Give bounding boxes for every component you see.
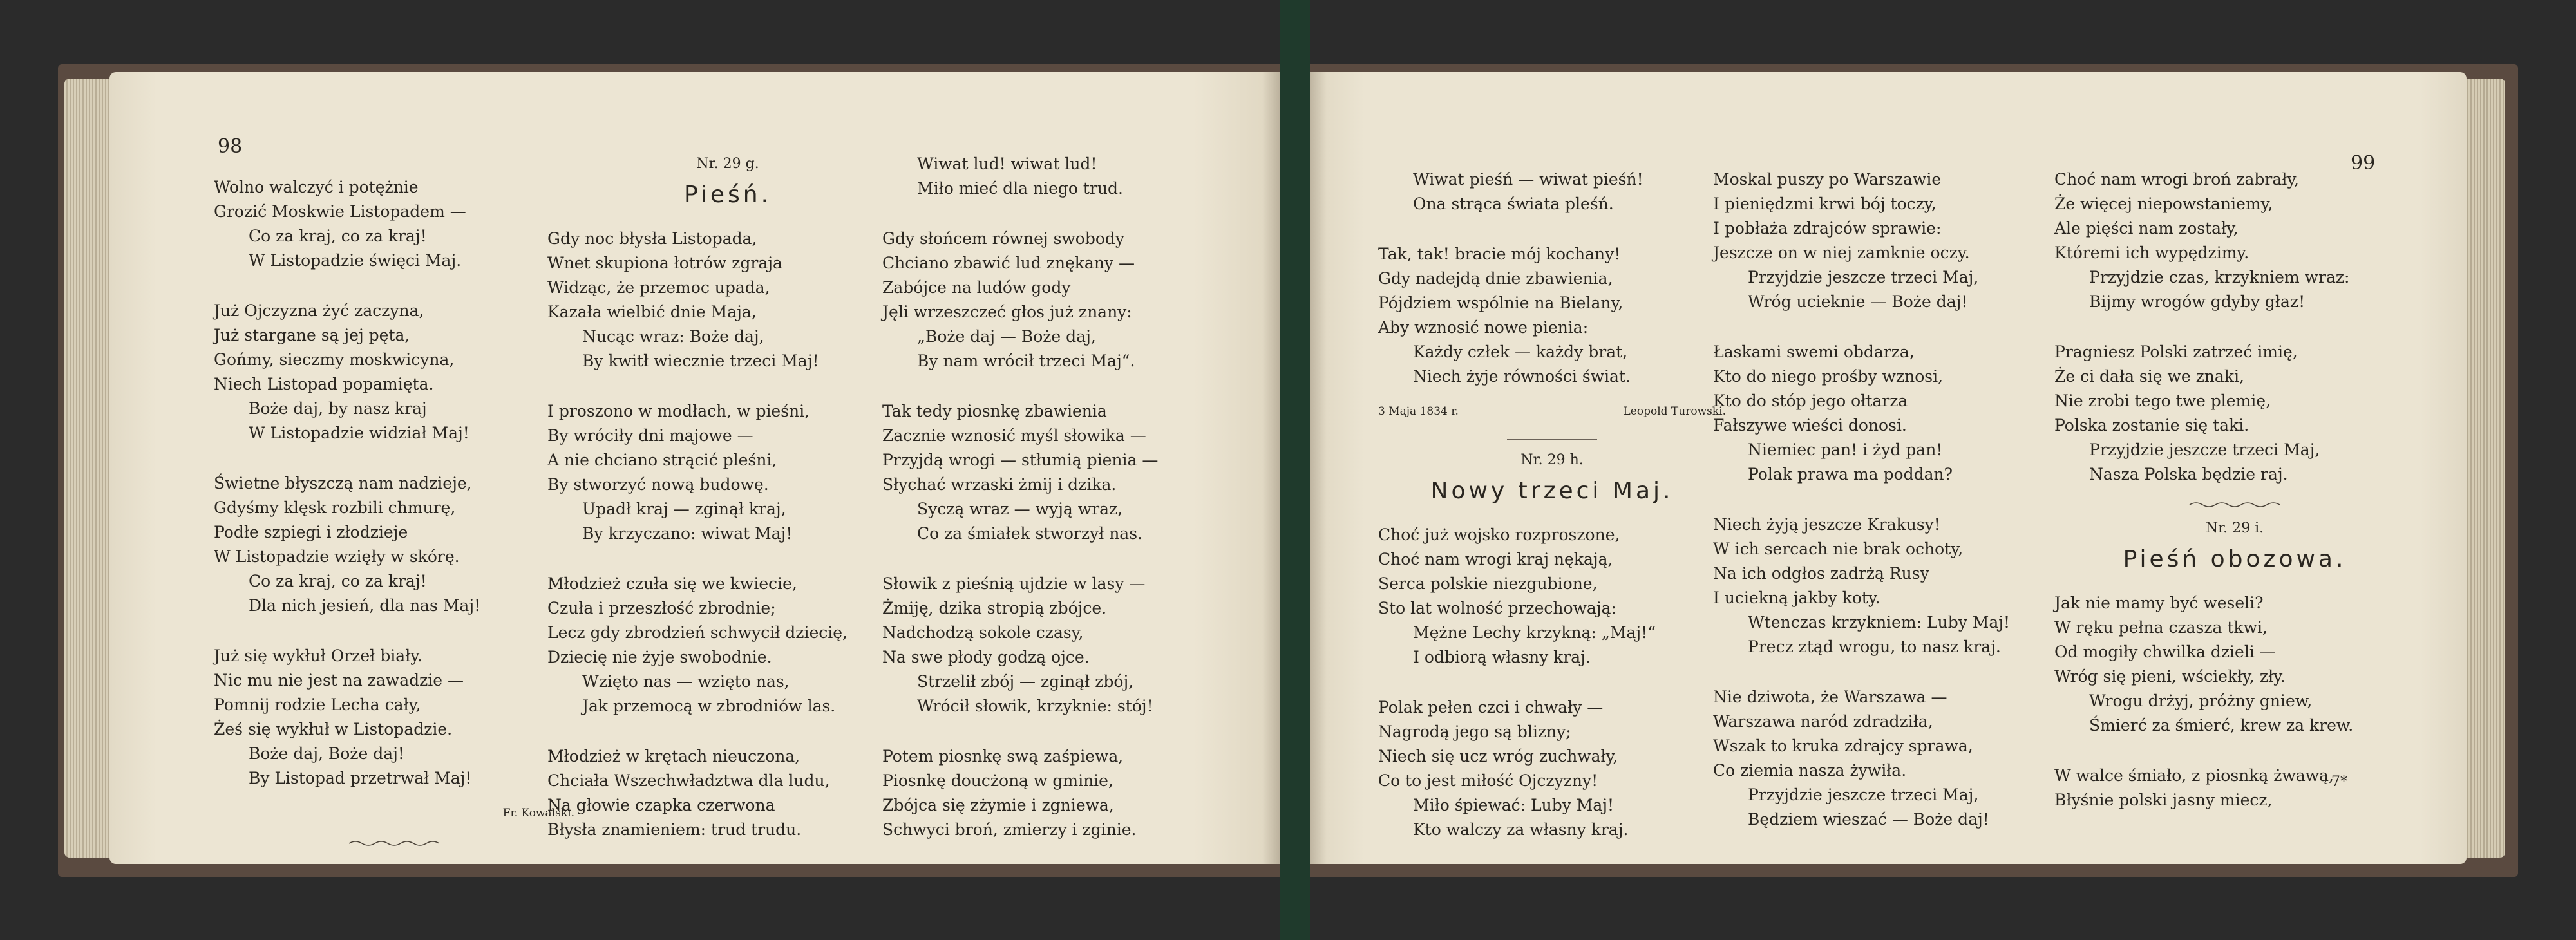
verse-line: Gońmy, sieczmy moskwicyna,: [214, 350, 455, 369]
verse-line: Upadł kraj — zginął kraj,: [582, 500, 786, 518]
verse-line: Jak przemocą w zbrodniów las.: [582, 697, 836, 715]
verse-line: Widząc, że przemoc upada,: [547, 278, 770, 297]
right-col-3: [2054, 167, 2415, 813]
verse-line: Dziecię nie żyje swobodnie.: [547, 648, 772, 666]
right-col-2: [1713, 167, 2061, 832]
signature-date: 3 Maja 1834 r.: [1378, 405, 1459, 418]
verse-line: Zabójce na ludów gody: [882, 278, 1071, 297]
verse-line: Gdy nadejdą dnie zbawienia,: [1378, 269, 1613, 288]
verse-line: Niech żyją jeszcze Krakusy!: [1713, 515, 1940, 534]
stanza-break: [1713, 487, 2061, 512]
song-title: Pieśń obozowa.: [2123, 546, 2347, 572]
verse-line: Bijmy wrogów gdyby głaz!: [2089, 292, 2306, 311]
verse-line: Mężne Lechy krzykną: „Maj!“: [1413, 623, 1656, 642]
stanza-break: [214, 273, 574, 299]
verse-line: Boże daj, Boże daj!: [249, 744, 404, 763]
verse-line: Tak, tak! bracie mój kochany!: [1378, 245, 1621, 263]
verse-line: Kazała wielbić dnie Maja,: [547, 303, 757, 321]
verse-line: Będziem wieszać — Boże daj!: [1748, 810, 1989, 829]
verse-line: Sto lat wolność przechowają:: [1378, 599, 1616, 617]
verse-line: Na swe płody godzą ojce.: [882, 648, 1090, 666]
ornament-divider: [2186, 501, 2283, 509]
verse-line: Strzelił zbój — zginął zbój,: [917, 672, 1134, 691]
verse-line: Nie zrobi tego twe plemię,: [2054, 391, 2271, 410]
verse-line: Polak pełen czci i chwały —: [1378, 698, 1604, 717]
verse-line: Schwycі broń, zmierzy i zginie.: [882, 820, 1137, 839]
verse-line: Kto do stóp jego ołtarza: [1713, 391, 1908, 410]
verse-line: Kto walczy za własny kraj.: [1413, 820, 1629, 839]
verse-line: Wnet skupiona łotrów zgraja: [547, 254, 782, 272]
verse-line: Choć nam wrogi kraj nękają,: [1378, 550, 1613, 569]
right-col-1: [1378, 167, 1726, 842]
verse-line: Zbójca się zżymie i zgniewa,: [882, 796, 1114, 814]
verse-line: Żeś się wykłuł w Listopadzie.: [214, 720, 453, 738]
song-number: Nr. 29 g.: [696, 156, 759, 172]
verse-line: Polak prawa ma poddan?: [1748, 465, 1953, 484]
verse-line: W ich sercach nie brak ochoty,: [1713, 540, 1964, 558]
verse-line: Nasza Polska będzie raj.: [2089, 465, 2288, 484]
verse-line: Każdy człek — każdy brat,: [1413, 343, 1628, 361]
verse-line: Pójdziem wspólnie na Bielany,: [1378, 294, 1624, 312]
verse-line: Gdyśmy klęsk rozbili chmurę,: [214, 498, 456, 517]
verse-line: Przyjdzie czas, krzykniem wraz:: [2089, 268, 2350, 287]
verse-line: W Listopadzie wzięły w skórę.: [214, 547, 460, 566]
verse-line: Już stargane są jej pęta,: [214, 326, 410, 344]
verse-line: Boże daj, by nasz kraj: [249, 399, 427, 418]
verse-line: Wtenczas krzykniem: Luby Maj!: [1748, 613, 2011, 632]
book-spine: [1280, 0, 1310, 940]
verse-line: Świetne błyszczą nam nadzieje,: [214, 474, 472, 493]
verse-line: Przyjdzie jeszcze trzeci Maj,: [2089, 440, 2320, 459]
verse-line: W Listopadzie widział Maj!: [249, 424, 469, 442]
verse-line: Słychać wrzaski żmij i dzika.: [882, 475, 1117, 494]
verse-line: Precz ztąd wrogu, to nasz kraj.: [1748, 637, 2001, 656]
stanza-break: [882, 719, 1243, 744]
verse-line: Jęli wrzeszczeć głos już znany:: [882, 303, 1132, 321]
stanza-break: [214, 446, 574, 471]
verse-line: Nic mu nie jest na zawadzie —: [214, 671, 464, 690]
verse-line: Od mogiły chwilka dzieli —: [2054, 643, 2276, 661]
verse-line: Chciano zbawić lud znękany —: [882, 254, 1135, 272]
verse-line: Choć nam wrogi broń zabrały,: [2054, 170, 2300, 189]
verse-line: Ona strąca świata pleśń.: [1413, 194, 1614, 213]
verse-line: Nie dziwota, że Warszawa —: [1713, 688, 1947, 706]
left-col-2: [547, 144, 908, 842]
verse-line: Niech Listopad popamięta.: [214, 375, 434, 393]
verse-line: By krzyczano: wiwat Maj!: [582, 524, 793, 543]
stanza-break: [1378, 216, 1726, 242]
stanza-break: [547, 373, 908, 399]
verse-line: Kto do niego prośby wznosi,: [1713, 367, 1944, 386]
verse-line: Co to jest miłość Ojczyzny!: [1378, 771, 1598, 790]
stanza-break: [882, 546, 1243, 572]
verse-line: Syczą wraz — wyją wraz,: [917, 500, 1123, 518]
page-edges-left: [64, 79, 111, 858]
verse-line: Błysła znamieniem: trud trudu.: [547, 820, 802, 839]
verse-line: Wróg ucieknie — Boże daj!: [1748, 292, 1968, 311]
song-title: Nowy trzeci Maj.: [1430, 478, 1674, 504]
verse-line: Nagrodą jego są blizny;: [1378, 722, 1571, 741]
verse-line: Młodzież w krętach nieuczona,: [547, 747, 800, 766]
verse-line: Wrogu drżyj, próżny gniew,: [2089, 691, 2313, 710]
verse-line: I uciekną jakby koty.: [1713, 588, 1880, 607]
verse-line: Jeszcze on w niej zamknie oczy.: [1713, 243, 1970, 262]
verse-line: W ręku pełna czasza tkwi,: [2054, 618, 2268, 637]
verse-line: Dla nich jesień, dla nas Maj!: [249, 596, 481, 615]
ornament-divider: [346, 840, 442, 847]
stanza-break: [2054, 738, 2415, 764]
verse-line: Tak tedy piosnkę zbawienia: [882, 402, 1107, 420]
verse-line: Gdy słońcem równej swobody: [882, 229, 1125, 248]
verse-line: Lecz gdy zbrodzień schwycił dziecię,: [547, 623, 848, 642]
verse-line: Słowik z pieśnią ujdzie w lasy —: [882, 574, 1146, 593]
verse-line: Jak nie mamy być weseli?: [2054, 594, 2264, 612]
verse-line: Już się wykłuł Orzeł biały.: [214, 646, 422, 665]
verse-line: By Listopad przetrwał Maj!: [249, 769, 472, 787]
signature-name: Leopold Turowski.: [1623, 405, 1726, 418]
verse-line: I pobłaża zdrajców sprawie:: [1713, 219, 1942, 238]
verse-line: By wróciły dni majowe —: [547, 426, 753, 445]
verse-line: Warszawa naród zdradziła,: [1713, 712, 1933, 731]
stanza-break: [214, 618, 574, 644]
stanza-break: [1713, 659, 2061, 685]
verse-line: Niech się ucz wróg zuchwały,: [1378, 747, 1618, 766]
verse-line: I odbiorą własny kraj.: [1413, 648, 1591, 666]
signature-mark: 7*: [2331, 774, 2347, 790]
verse-line: Żmiję, dzika stropią zbójce.: [882, 599, 1107, 617]
verse-line: Chciała Wszechwładztwa dla ludu,: [547, 771, 830, 790]
verse-line: Zacznie wznosić myśl słowika —: [882, 426, 1146, 445]
verse-line: By stworzyć nową budowę.: [547, 475, 769, 494]
verse-line: Wiwat lud! wiwat lud!: [917, 155, 1097, 173]
verse-line: Wróg się pieni, wściekły, zły.: [2054, 667, 2286, 686]
verse-line: Co za śmiałek stworzył nas.: [917, 524, 1142, 543]
verse-line: Gdy noc błysła Listopada,: [547, 229, 757, 248]
page-number: 98: [218, 135, 243, 158]
stanza-break: [882, 201, 1243, 227]
verse-line: Choć już wojsko rozproszone,: [1378, 525, 1620, 544]
verse-line: Serca polskie niezgubione,: [1378, 574, 1598, 593]
page-edges-right: [2465, 79, 2505, 858]
right-page: [1294, 72, 2467, 864]
stanza-break: [547, 546, 908, 572]
verse-line: By kwitł wiecznie trzeci Maj!: [582, 352, 819, 370]
section-divider: [1507, 439, 1597, 440]
verse-line: Ale pięści nam zostały,: [2054, 219, 2239, 238]
left-page: [109, 72, 1288, 864]
song-number: Nr. 29 h.: [1520, 452, 1584, 468]
verse-line: Fałszywe wieści donosi.: [1713, 416, 1907, 435]
verse-line: Piosnkę doucżoną w gminie,: [882, 771, 1113, 790]
verse-line: Przyjdzie jeszcze trzeci Maj,: [1748, 785, 1979, 804]
verse-line: W walce śmiało, z piosnką żwawą,: [2054, 766, 2334, 785]
stanza-break: [882, 373, 1243, 399]
verse-line: A nie chciano strącić pleśni,: [547, 451, 777, 469]
verse-line: Aby wznosić nowe pienia:: [1378, 318, 1589, 337]
stanza-break: [1713, 314, 2061, 340]
verse-line: Nadchodzą sokole czasy,: [882, 623, 1084, 642]
author-signature: [1378, 399, 1726, 424]
verse-line: Podłe szpiegi i złodzieje: [214, 523, 408, 541]
verse-line: Na ich odgłos zadrżą Rusy: [1713, 564, 1929, 583]
verse-line: Że więcej niepowstaniemy,: [2054, 194, 2273, 213]
author-signature: Fr. Kowalski.: [502, 807, 574, 820]
verse-line: Co ziemia nasza żywiła.: [1713, 761, 1907, 780]
left-col-1: [214, 175, 574, 847]
song-title: Pieśń.: [683, 182, 772, 208]
stanza-break: [547, 719, 908, 744]
verse-line: Pomnij rodzie Lecha cały,: [214, 695, 421, 714]
verse-line: Na głowie czapka czerwona: [547, 796, 775, 814]
page-number: 99: [2351, 152, 2376, 174]
stanza-break: [2054, 314, 2415, 340]
verse-line: W Listopadzie święci Maj.: [249, 251, 462, 270]
verse-line: Co za kraj, co za kraj!: [249, 227, 427, 245]
verse-line: Młodzież czuła się we kwiecie,: [547, 574, 797, 593]
verse-line: Że ci dała się we znaki,: [2054, 367, 2244, 386]
left-col-3: [882, 152, 1243, 842]
verse-line: Błyśnie polski jasny miecz,: [2054, 791, 2273, 809]
verse-line: Wolno walczyć i potężnie: [214, 178, 419, 196]
verse-line: Miło śpiewać: Luby Maj!: [1413, 796, 1615, 814]
verse-line: Przyjdzie jeszcze trzeci Maj,: [1748, 268, 1979, 287]
verse-line: Potem piosnkę swą zaśpiewa,: [882, 747, 1124, 766]
verse-line: „Boże daj — Boże daj,: [917, 327, 1096, 346]
verse-line: Co za kraj, co za kraj!: [249, 572, 427, 590]
verse-line: Miło mieć dla niego trud.: [917, 179, 1123, 198]
verse-line: I pieniędzmi krwi bój toczy,: [1713, 194, 1937, 213]
verse-line: Wszak to kruka zdrajcy sprawa,: [1713, 737, 1973, 755]
verse-line: Już Ojczyzna żyć zaczyna,: [214, 301, 424, 320]
verse-line: Śmierć za śmierć, krew za krew.: [2089, 716, 2354, 735]
verse-line: Wrócił słowik, krzyknie: stój!: [917, 697, 1153, 715]
song-number: Nr. 29 i.: [2205, 520, 2264, 536]
verse-line: Moskal puszy po Warszawie: [1713, 170, 1942, 189]
verse-line: Niech żyje równości świat.: [1413, 367, 1631, 386]
verse-line: Polska zostanie się taki.: [2054, 416, 2249, 435]
verse-line: By nam wrócił trzeci Maj“.: [917, 352, 1135, 370]
verse-line: Wiwat pieśń — wiwat pieśń!: [1413, 170, 1643, 189]
verse-line: Pragniesz Polski zatrzeć imię,: [2054, 343, 2298, 361]
verse-line: Przyjdą wrogi — stłumią pienia —: [882, 451, 1159, 469]
verse-line: Łaskami swemi obdarza,: [1713, 343, 1915, 361]
verse-line: Wzięto nas — wzięto nas,: [582, 672, 790, 691]
verse-line: I proszono w modłach, w pieśni,: [547, 402, 810, 420]
stanza-break: [1378, 670, 1726, 695]
verse-line: Któremi ich wypędzimy.: [2054, 243, 2249, 262]
verse-line: Niemiec pan! i żyd pan!: [1748, 440, 1943, 459]
verse-line: Nucąc wraz: Boże daj,: [582, 327, 764, 346]
verse-line: Czuła i przeszłość zbrodnie;: [547, 599, 776, 617]
verse-line: Grozić Moskwie Listopadem —: [214, 202, 466, 221]
